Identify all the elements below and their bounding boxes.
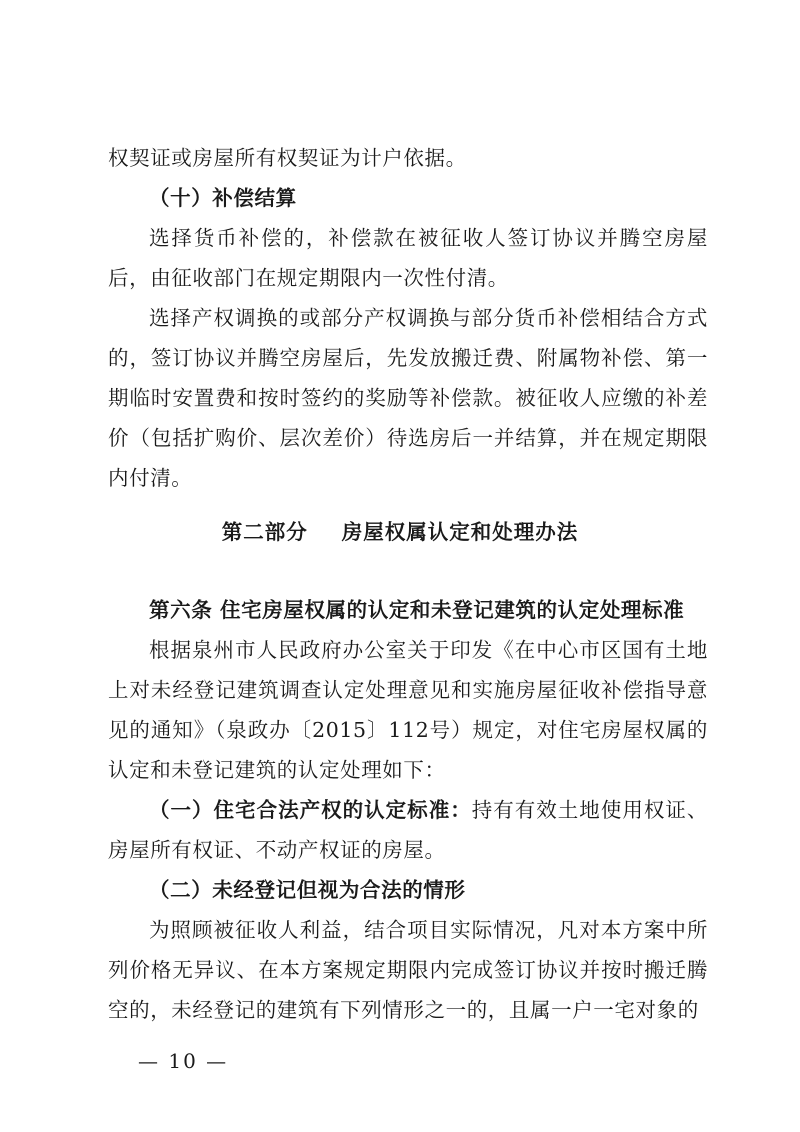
paragraph-property-exchange: 选择产权调换的或部分产权调换与部分货币补偿相结合方式的，签订协议并腾空房屋后，先发放搬迁费、附属物补偿、第一期临时安置费和按时签约的奖励等补偿款。被征收人应缴的补差价（包括扩购价、层次差价）待选房后一并结算，并在规定期限内付清。	[108, 306, 708, 490]
paragraph-monetary-compensation: 选择货币补偿的，补偿款在被征收人签订协议并腾空房屋后，由征收部门在规定期限内一次性付清。	[108, 226, 708, 290]
paragraph-legal-property-standard	[108, 790, 708, 870]
paragraph-unregistered-conditions: 为照顾被征收人利益，结合项目实际情况，凡对本方案中所列价格无异议、在本方案规定期限内完成签订协议并按时搬迁腾空的，未经登记的建筑有下列情形之一的，且属一户一宅对象的	[108, 918, 708, 1022]
section-heading-10: （十）补偿结算	[149, 186, 297, 210]
part-title	[0, 512, 800, 552]
paragraph-regulation-basis: 根据泉州市人民政府办公室关于印发《在中心市区国有土地上对未经登记建筑调查认定处理意见和实施房屋征收补偿指导意见的通知》（泉政办〔2015〕112号）规定，对住宅房屋权属的认定和未登记建筑的认定处理如下：	[108, 638, 708, 782]
article-6-heading: 第六条 住宅房屋权属的认定和未登记建筑的认定处理标准	[149, 598, 685, 622]
section-heading-unregistered: （二）未经登记但视为合法的情形	[149, 878, 466, 902]
part-title-text: 房屋权属认定和处理办法	[341, 520, 579, 544]
legal-property-standard-label: （一）住宅合法产权的认定标准：	[149, 798, 472, 822]
paragraph-continuation: 权契证或房屋所有权契证为计户依据。	[108, 146, 467, 170]
part-title-number: 第二部分	[221, 520, 308, 544]
legal-property-standard-text: 持有有效土地使用权证、房屋所有权证、不动产权证的房屋。	[108, 798, 708, 862]
page-number: — 10 —	[138, 1049, 229, 1073]
